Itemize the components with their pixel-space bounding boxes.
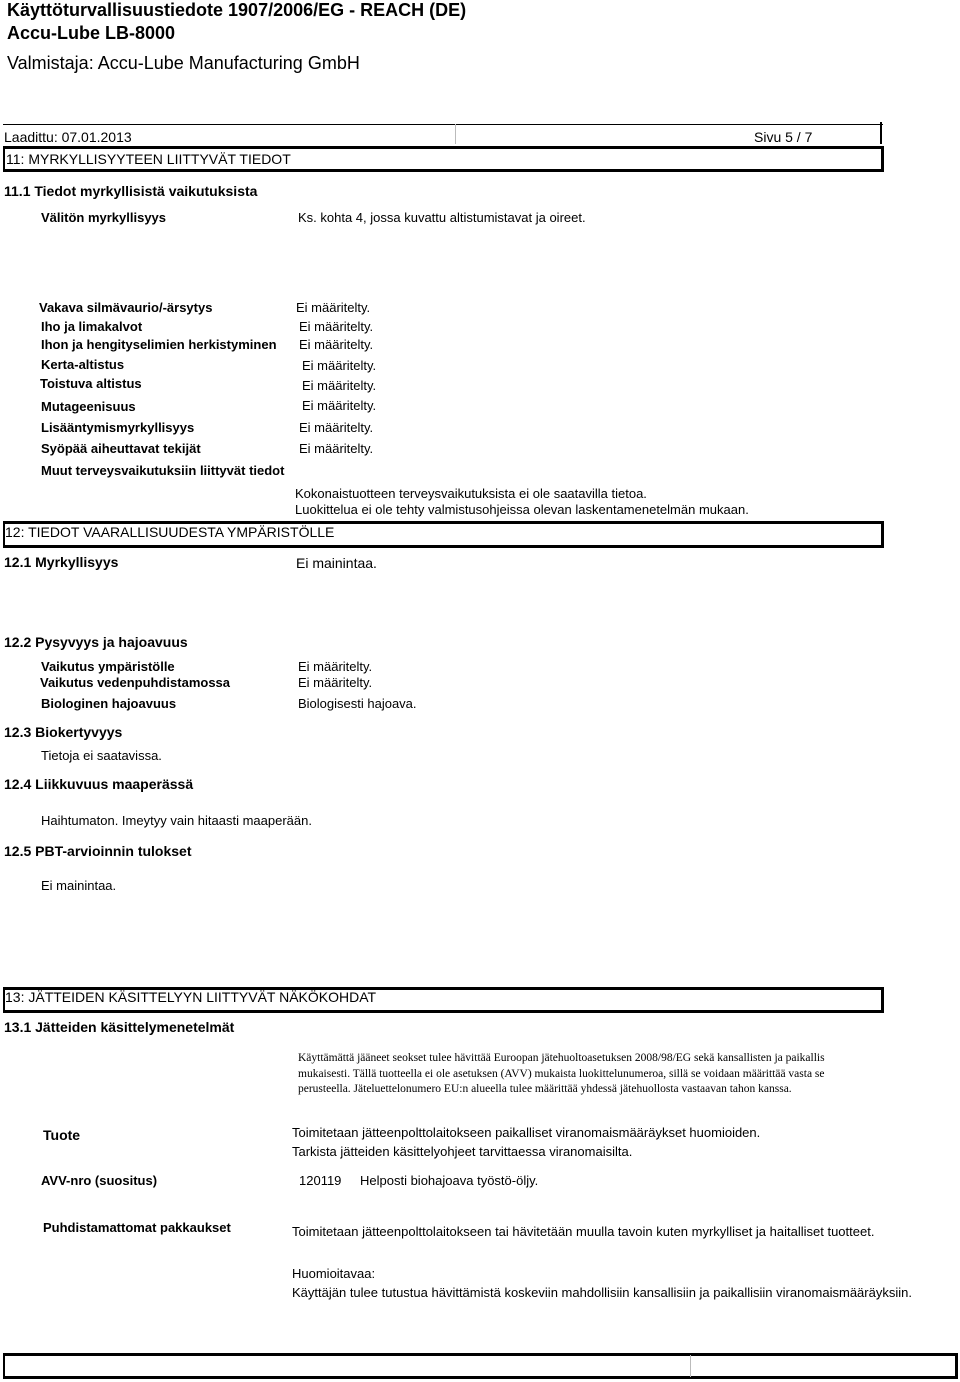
tox-row-label: Kerta-altistus <box>41 357 125 372</box>
product-name: Accu-Lube LB-8000 <box>7 23 176 43</box>
persistence-row-label: Vaikutus ympäristölle <box>41 659 175 674</box>
tox-row-label: Mutageenisuus <box>41 399 136 414</box>
disposal-paragraph-line: Käyttämättä jääneet seokset tulee hävittää Euroopan jätehuoltoasetuksen 2008/98/EG sekä kansallisten ja paikallis <box>298 1052 825 1064</box>
persistence-row-label: Vaikutus vedenpuhdistamossa <box>40 675 231 690</box>
pbt-value: Ei mainintaa. <box>41 878 117 893</box>
note-label: Huomioitavaa: <box>292 1266 376 1281</box>
page-number: Sivu 5 / 7 <box>754 129 813 145</box>
section-12-title: 12: TIEDOT VAARALLISUUDESTA YMPÄRISTÖLLE <box>5 524 335 540</box>
tox-row-value: Ei määritelty. <box>299 337 374 352</box>
document-title: Käyttöturvallisuustiedote 1907/2006/EG - REACH (DE) <box>7 0 467 20</box>
avv-code: 120119 <box>299 1173 342 1188</box>
subsection-11-1-title: 11.1 Tiedot myrkyllisistä vaikutuksista <box>4 183 258 199</box>
packaging-label: Puhdistamattomat pakkaukset <box>43 1220 231 1235</box>
avv-description: Helposti biohajoava työstö-öljy. <box>360 1173 539 1188</box>
section-13-title: 13: JÄTTEIDEN KÄSITTELYYN LIITTYVÄT NÄKÖKOHDAT <box>5 989 377 1005</box>
persistence-row-label: Biologinen hajoavuus <box>41 696 177 711</box>
tox-row-value: Ei määritelty. <box>299 441 374 456</box>
tox-row-value: Ei määritelty. <box>296 300 371 315</box>
prepared-date: Laadittu: 07.01.2013 <box>4 129 132 145</box>
disposal-paragraph-line: perusteella. Jäteluettelonumero EU:n alueella tulee määrittää yhdessä jätehuollosta vastaavan tahon kanssa. <box>298 1083 792 1095</box>
meta-divider <box>455 124 456 144</box>
soil-mobility-value: Haihtumaton. Imeytyy vain hitaasti maaperään. <box>41 813 312 828</box>
other-health-effects-line-1: Kokonaistuotteen terveysvaikutuksista ei ole saatavilla tietoa. <box>295 486 647 501</box>
other-health-effects-line-2: Luokittelua ei ole tehty valmistusohjeissa olevan laskentamenetelmän mukaan. <box>295 502 749 517</box>
packaging-value: Toimitetaan jätteenpolttolaitokseen tai hävitetään muulla tavoin kuten myrkylliset ja haitalliset tuotteet. <box>292 1224 875 1239</box>
product-disposal-line-1: Toimitetaan jätteenpolttolaitokseen paikalliset viranomaismääräykset huomioiden. <box>292 1125 761 1140</box>
persistence-row-value: Biologisesti hajoava. <box>298 696 417 711</box>
section-11-title: 11: MYRKYLLISYYTEEN LIITTYVÄT TIEDOT <box>6 151 291 167</box>
tox-row-value: Ei määritelty. <box>302 378 377 393</box>
subsection-13-1-title: 13.1 Jätteiden käsittelymenetelmät <box>4 1019 235 1035</box>
product-disposal-line-2: Tarkista jätteiden käsittelyohjeet tarvittaessa viranomaisilta. <box>292 1144 633 1159</box>
bioaccumulation-value: Tietoja ei saatavissa. <box>41 748 162 763</box>
pbt-label: 12.5 PBT-arvioinnin tulokset <box>4 843 192 859</box>
tox-row-label: Lisääntymismyrkyllisyys <box>41 420 195 435</box>
tox-row-label: Ihon ja hengityselimien herkistyminen <box>41 337 277 352</box>
manufacturer: Valmistaja: Accu-Lube Manufacturing GmbH <box>7 53 360 73</box>
acute-toxicity-label: Välitön myrkyllisyys <box>41 210 167 225</box>
product-disposal-label: Tuote <box>43 1127 81 1143</box>
soil-mobility-label: 12.4 Liikkuvuus maaperässä <box>4 776 194 792</box>
tox-row-label: Toistuva altistus <box>40 376 142 391</box>
tox-row-label: Iho ja limakalvot <box>41 319 143 334</box>
toxicity-label: 12.1 Myrkyllisyys <box>4 554 119 570</box>
acute-toxicity-value: Ks. kohta 4, jossa kuvattu altistumistavat ja oireet. <box>298 210 586 225</box>
footer-frame <box>3 1353 958 1379</box>
tox-row-label: Syöpää aiheuttavat tekijät <box>41 441 201 456</box>
footer-divider <box>690 1355 691 1377</box>
avv-number-label: AVV-nro (suositus) <box>41 1173 158 1188</box>
disposal-paragraph-line: mukaisesti. Tällä tuotteella ei ole asetuksen (AVV) mukaista luokittelunumeroa, sillä se voidaan määrittää vasta se <box>298 1068 825 1080</box>
persistence-row-value: Ei määritelty. <box>298 659 373 674</box>
persistence-label: 12.2 Pysyvyys ja hajoavuus <box>4 634 188 650</box>
toxicity-value: Ei mainintaa. <box>296 555 377 571</box>
tox-row-value: Ei määritelty. <box>302 398 377 413</box>
persistence-row-value: Ei määritelty. <box>298 675 373 690</box>
tox-row-value: Ei määritelty. <box>299 319 374 334</box>
tox-row-value: Ei määritelty. <box>302 358 377 373</box>
tox-row-value: Ei määritelty. <box>299 420 374 435</box>
bioaccumulation-label: 12.3 Biokertyvyys <box>4 724 123 740</box>
note-value: Käyttäjän tulee tutustua hävittämistä koskeviin mahdollisiin kansallisiin ja paikallisiin viranomaismääräyksiin. <box>292 1285 912 1300</box>
other-health-effects-label: Muut terveysvaikutuksiin liittyvät tiedot <box>41 463 285 478</box>
disposal-paragraph <box>298 1052 908 1100</box>
meta-right-edge <box>880 122 882 144</box>
meta-top-rule <box>3 124 883 125</box>
tox-row-label: Vakava silmävaurio/-ärsytys <box>39 300 213 315</box>
